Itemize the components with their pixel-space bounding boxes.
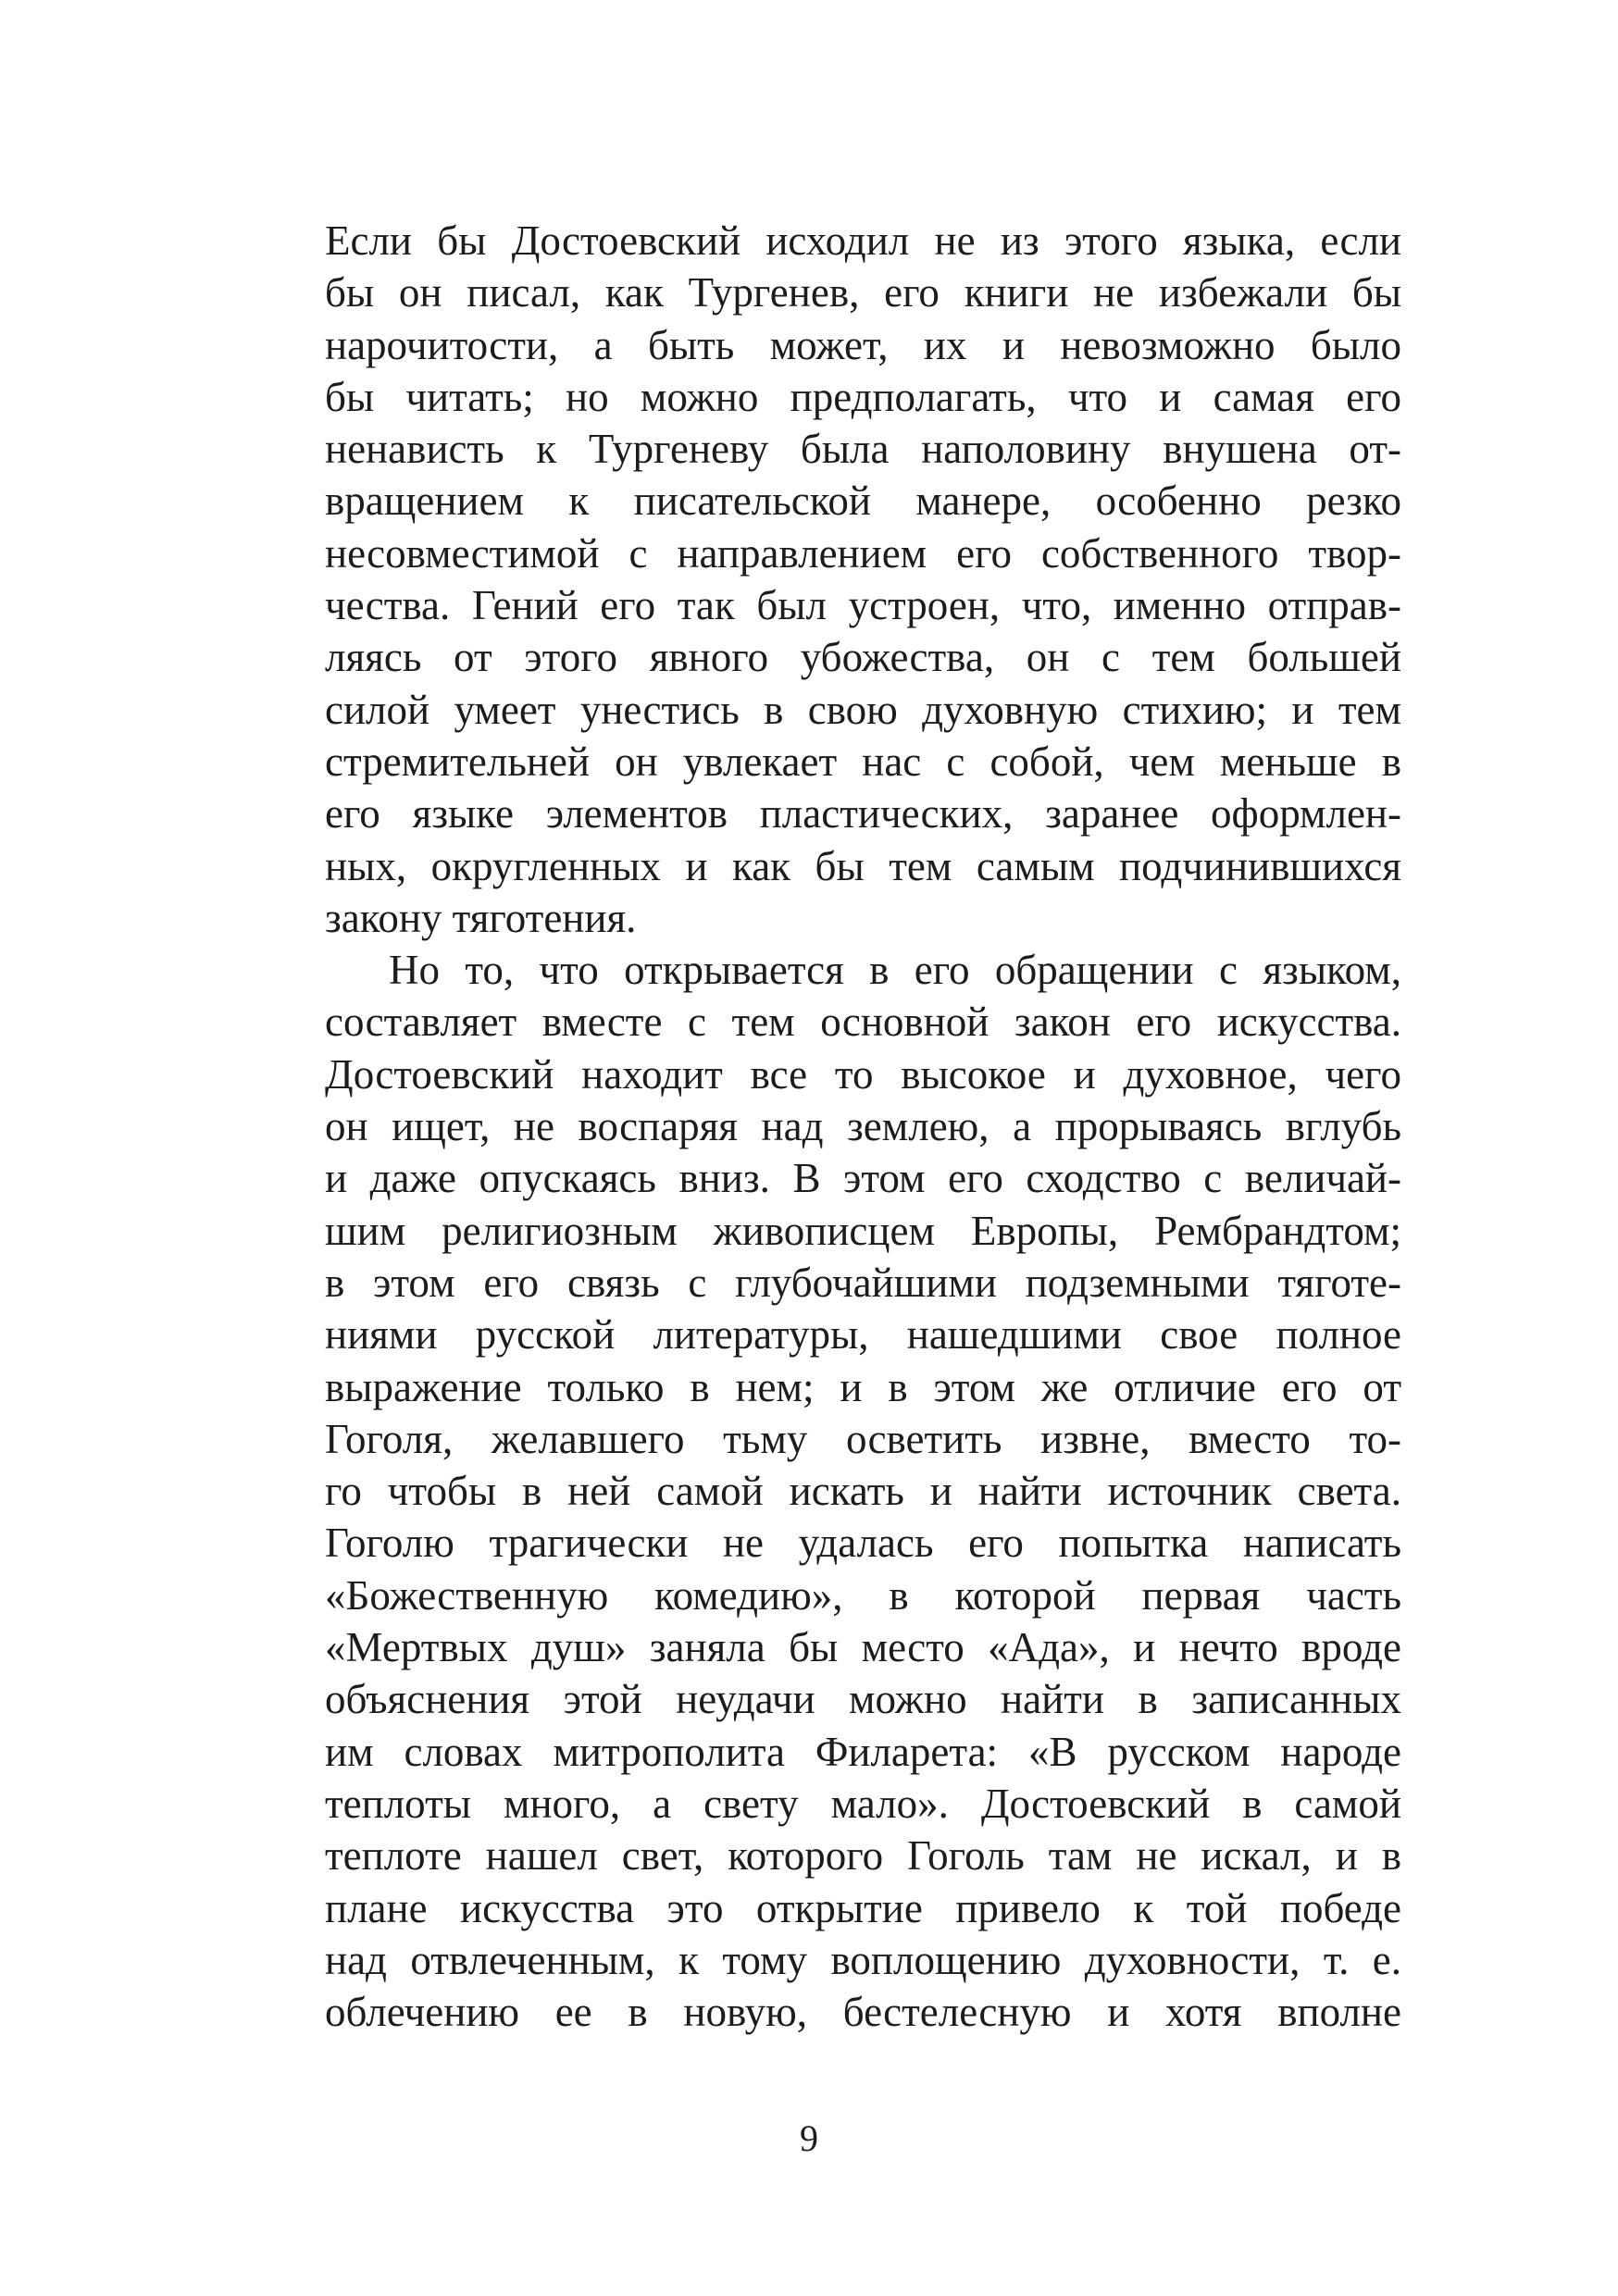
text-line: Достоевский находит все то высокое и духовное, чего: [325, 1050, 1401, 1098]
text-line: силой умеет унестись в свою духовную стихию; и тем: [325, 686, 1401, 733]
text-line: вращением к писательской манере, особенно резко: [325, 478, 1401, 525]
paragraph: [325, 944, 1401, 2038]
text-line: чества. Гений его так был устроен, что, именно отправ-: [325, 582, 1401, 629]
text-line: нарочитости, а быть может, их и невозможно было: [325, 321, 1401, 368]
text-line: им словах митрополита Филарета: «В русском народе: [325, 1728, 1401, 1775]
paragraph: [325, 215, 1401, 944]
text-line: Но то, что открывается в его обращении с языком,: [389, 947, 1401, 994]
text-line: бы читать; но можно предполагать, что и самая его: [325, 373, 1401, 420]
text-line: «Мертвых душ» заняла бы место «Ада», и нечто вроде: [325, 1624, 1401, 1671]
text-line: теплоте нашел свет, которого Гоголь там не искал, и в: [325, 1832, 1401, 1880]
page-text: [325, 215, 1401, 2038]
text-line: шим религиозным живописцем Европы, Рембрандтом;: [325, 1207, 1401, 1254]
text-line: облечению ее в новую, бестелесную и хотя вполне: [325, 1989, 1401, 2036]
text-line: «Божественную комедию», в которой первая часть: [325, 1571, 1401, 1619]
text-line: стремительней он увлекает нас с собой, чем меньше в: [325, 738, 1401, 785]
text-line: несовместимой с направлением его собственного твор-: [325, 529, 1401, 577]
text-line: плане искусства это открытие привело к той победе: [325, 1884, 1401, 1931]
text-line: и даже опускаясь вниз. В этом его сходство с величай-: [325, 1155, 1401, 1202]
text-line: ниями русской литературы, нашедшими свое полное: [325, 1311, 1401, 1359]
text-line: над отвлеченным, к тому воплощению духовности, т. е.: [325, 1936, 1401, 1983]
text-line: Если бы Достоевский исходил не из этого языка, если: [325, 217, 1401, 264]
text-line: теплоты много, а свету мало». Достоевский в самой: [325, 1780, 1401, 1827]
text-line: го чтобы в ней самой искать и найти источник света.: [325, 1468, 1401, 1515]
text-line: в этом его связь с глубочайшими подземными тяготе-: [325, 1259, 1401, 1306]
text-line: Гоголя, желавшего тьму осветить извне, вместо то-: [325, 1415, 1401, 1462]
text-line: его языке элементов пластических, заранее оформлен-: [325, 790, 1401, 838]
text-line: бы он писал, как Тургенев, его книги не избежали бы: [325, 269, 1401, 316]
text-line: объяснения этой неудачи можно найти в записанных: [325, 1676, 1401, 1723]
page-number: 9: [800, 2117, 818, 2159]
text-line: составляет вместе с тем основной закон его искусства.: [325, 999, 1401, 1046]
text-line: ных, округленных и как бы тем самым подчинившихся: [325, 842, 1401, 889]
text-line: он ищет, не воспаряя над землею, а прорываясь вглубь: [325, 1103, 1401, 1150]
text-line: выражение только в нем; и в этом же отличие его от: [325, 1363, 1401, 1410]
text-line: закону тяготения.: [325, 894, 637, 941]
text-line: ненависть к Тургеневу была наполовину внушена от-: [325, 426, 1401, 473]
text-line: Гоголю трагически не удалась его попытка написать: [325, 1520, 1401, 1567]
text-line: ляясь от этого явного убожества, он с тем большей: [325, 634, 1401, 681]
